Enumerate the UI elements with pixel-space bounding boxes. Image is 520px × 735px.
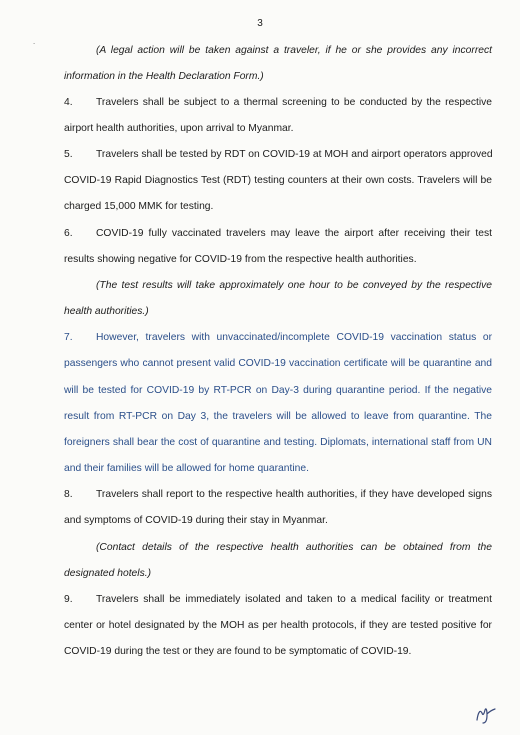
item-text: COVID-19 fully vaccinated travelers may leave the airport after receiving their test: [96, 228, 492, 239]
item-text: Travelers shall be subject to a thermal screening to be conducted by the respective: [96, 97, 492, 108]
note-legal-line-1: (A legal action will be taken against a traveler, if he or she provides any incorrect: [96, 45, 492, 56]
item-7-line-3: will be tested for COVID-19 by RT-PCR on Day-3 during quarantine period. If the negative: [64, 385, 492, 396]
signature-initials: [474, 701, 498, 725]
item-number: 8.: [64, 489, 73, 500]
item-number: 5.: [64, 149, 73, 160]
item-7-line-4: result from RT-PCR on Day 3, the travelers will be allowed to leave from quarantine. The: [64, 411, 492, 422]
item-7-line-1: [64, 331, 492, 345]
item-4-line-2: airport health authorities, upon arrival to Myanmar.: [64, 123, 294, 134]
item-9-line-3: COVID-19 during the test or they are found to be symptomatic of COVID-19.: [64, 646, 412, 657]
item-text: Travelers shall report to the respective health authorities, if they have developed signs: [96, 489, 492, 500]
item-7-line-5: foreigners shall bear the cost of quarantine and testing. Diplomats, international staff from UN: [64, 437, 492, 448]
item-number: 7.: [64, 332, 73, 343]
item-5-line-3: charged 15,000 MMK for testing.: [64, 201, 214, 212]
item-number: 6.: [64, 228, 73, 239]
item-7-line-2: passengers who cannot present valid COVID-19 vaccination certificate will be quarantine and: [64, 358, 492, 369]
item-5-line-1: [64, 148, 492, 162]
scan-speck: ˙: [33, 42, 36, 52]
item-4-line-1: [64, 96, 492, 110]
note-results-line-1: (The test results will take approximately one hour to be conveyed by the respective: [96, 280, 492, 291]
item-9-line-2: center or hotel designated by the MOH as per health protocols, if they are tested positive for: [64, 620, 492, 631]
page-number: 3: [257, 18, 263, 29]
item-number: 9.: [64, 594, 73, 605]
item-8-line-1: [64, 488, 492, 502]
item-text: However, travelers with unvaccinated/incomplete COVID-19 vaccination status or: [96, 332, 492, 343]
item-6-line-2: results showing negative for COVID-19 from the respective health authorities.: [64, 254, 417, 265]
item-text: Travelers shall be immediately isolated and taken to a medical facility or treatment: [96, 594, 492, 605]
item-7-line-6: and their families will be allowed for home quarantine.: [64, 463, 309, 474]
item-8-line-2: and symptoms of COVID-19 during their stay in Myanmar.: [64, 515, 328, 526]
item-9-line-1: [64, 593, 492, 607]
note-contact-line-2: designated hotels.): [64, 568, 152, 579]
item-number: 4.: [64, 97, 73, 108]
item-6-line-1: [64, 227, 492, 241]
note-results-line-2: health authorities.): [64, 306, 149, 317]
note-legal-line-2: information in the Health Declaration Form.): [64, 71, 264, 82]
item-5-line-2: COVID-19 Rapid Diagnostics Test (RDT) testing counters at their own costs. Travelers will be: [64, 175, 492, 186]
note-contact-line-1: (Contact details of the respective health authorities can be obtained from the: [96, 542, 492, 553]
item-text: Travelers shall be tested by RDT on COVID-19 at MOH and airport operators approved: [96, 149, 493, 160]
